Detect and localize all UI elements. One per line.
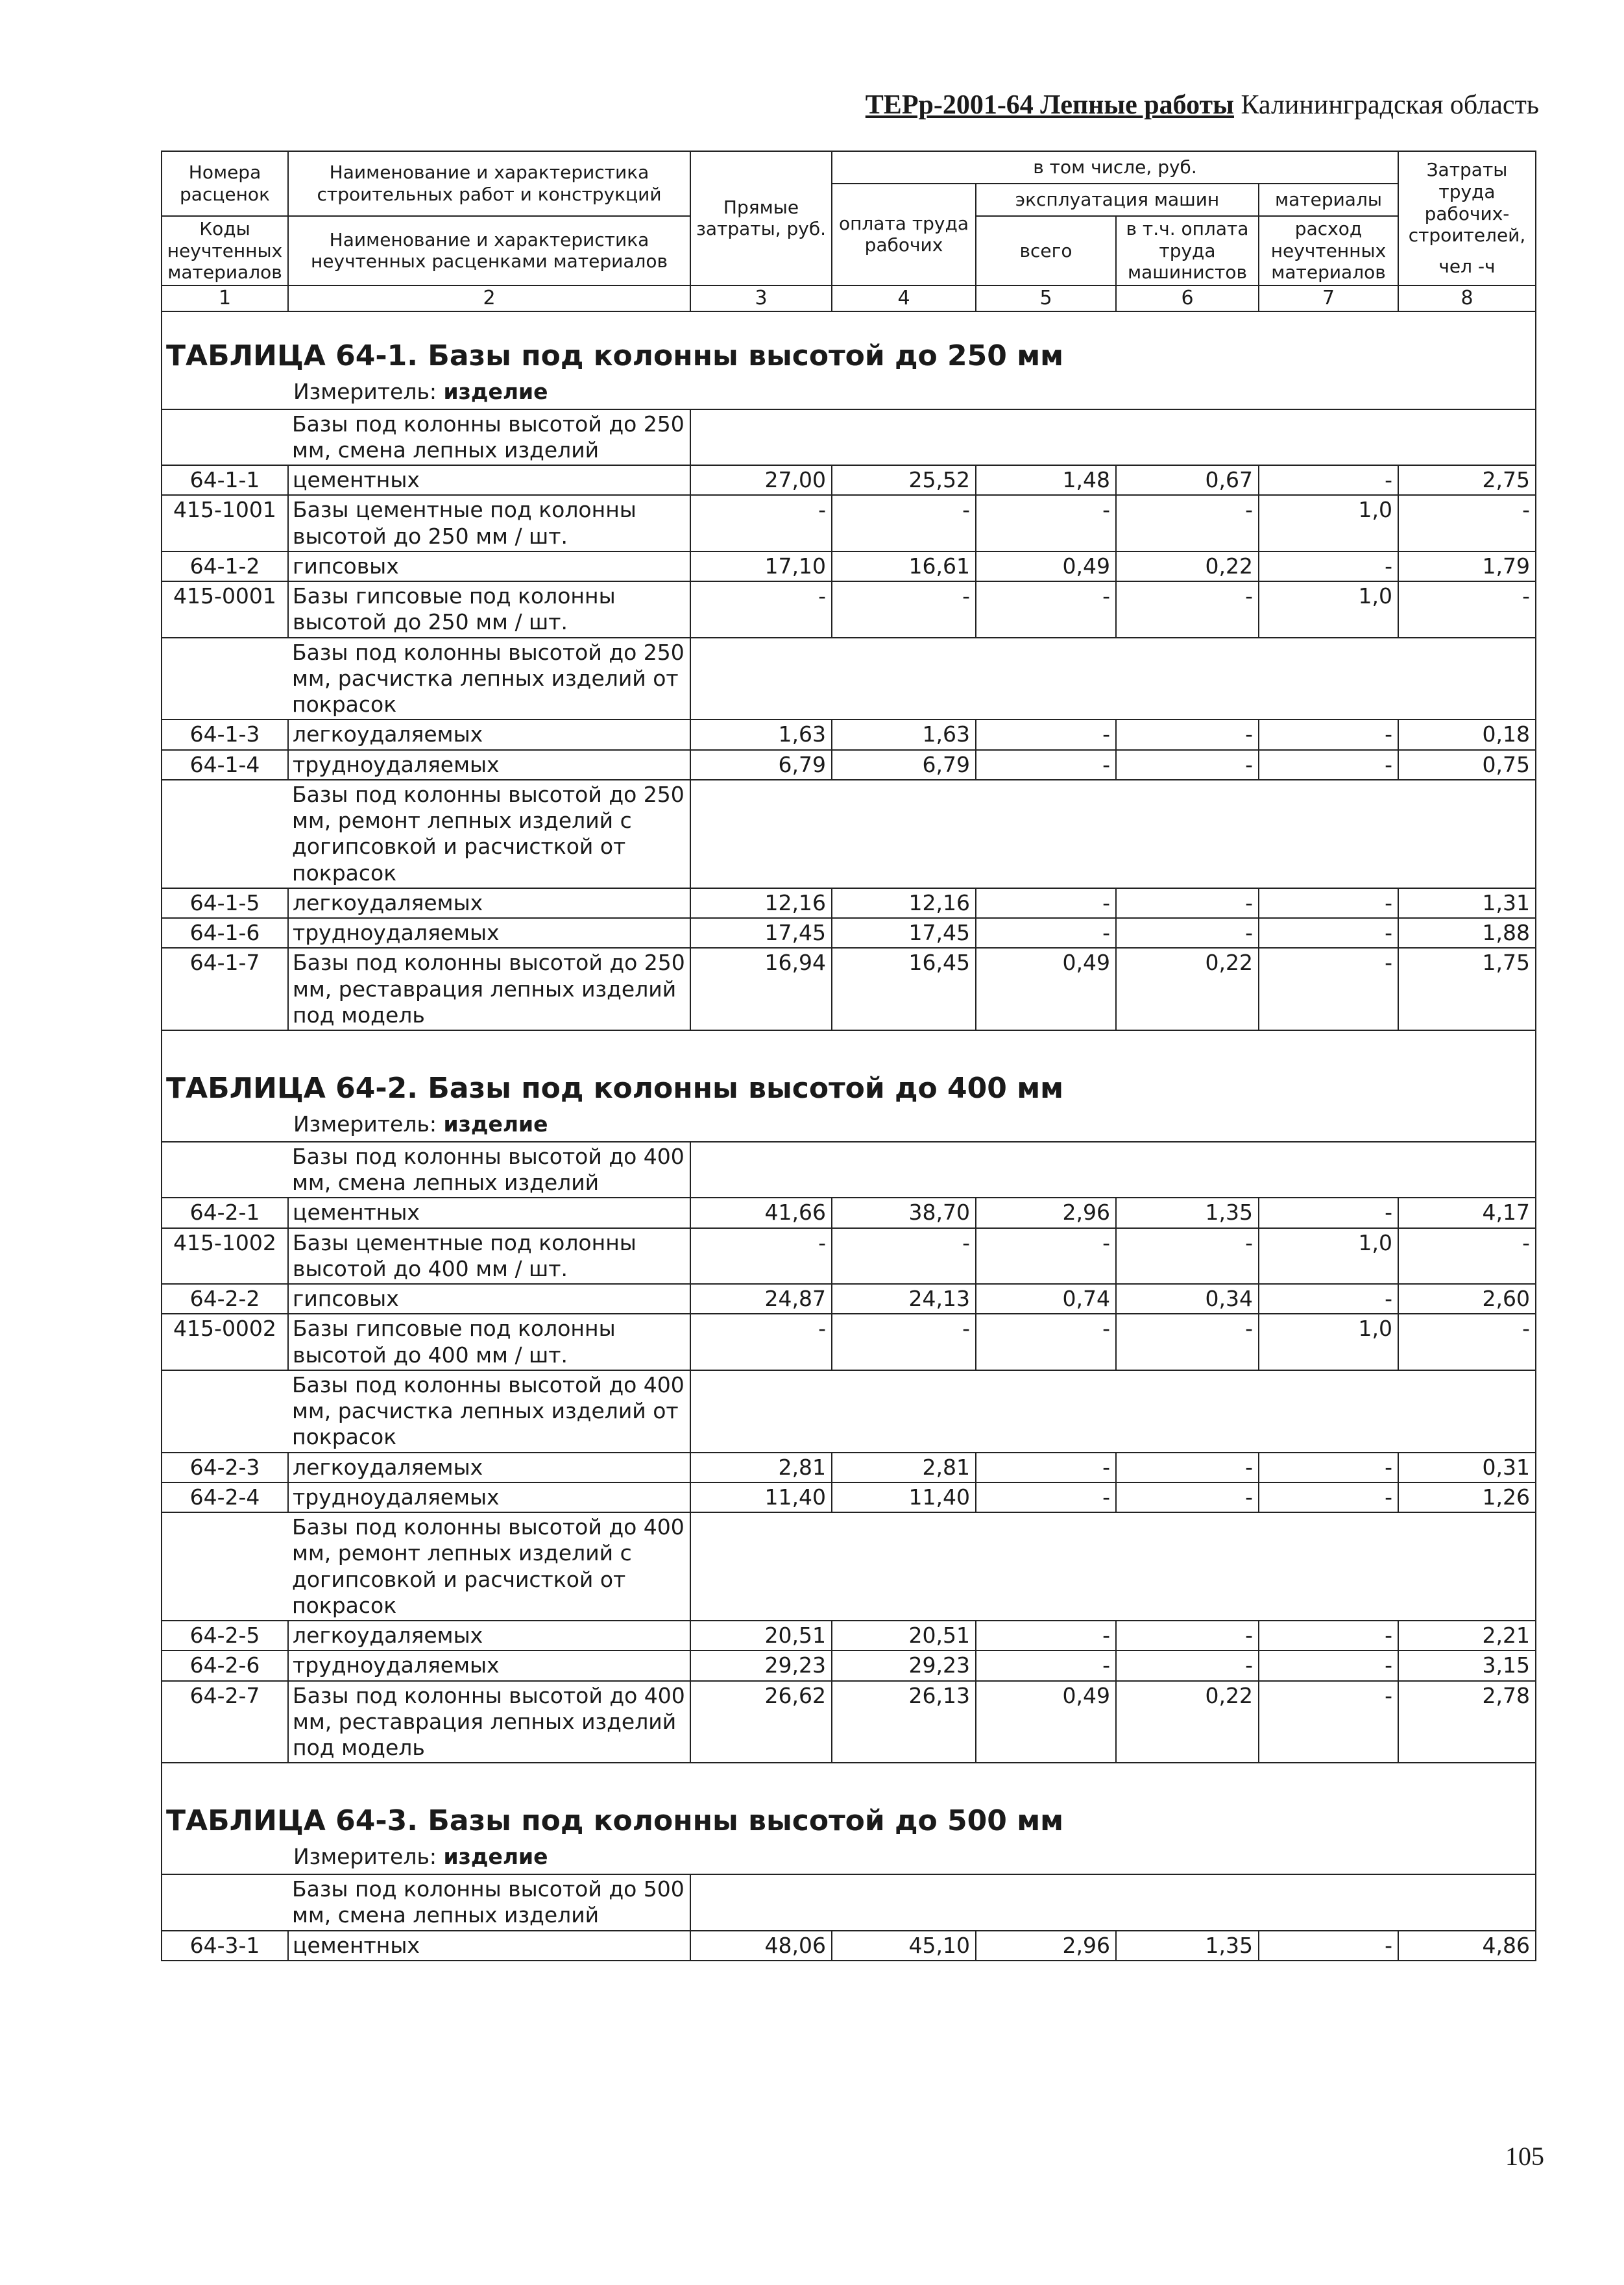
rate-name: Базы цементные под колонны высотой до 250 мм / шт. <box>288 495 690 551</box>
column-number: 8 <box>1398 285 1536 311</box>
table-row <box>162 918 1536 948</box>
rate-name: легкоудаляемых <box>288 888 690 918</box>
value-c6: 0,22 <box>1116 551 1259 581</box>
value-c5: 0,74 <box>976 1284 1116 1314</box>
value-c3: 48,06 <box>690 1931 832 1961</box>
group-blank-cell <box>690 1370 1536 1453</box>
value-c4: 6,79 <box>832 750 976 780</box>
group-blank-cell <box>162 409 288 466</box>
rate-name: трудноудаляемых <box>288 1482 690 1512</box>
table-row <box>162 1453 1536 1482</box>
value-c5: - <box>976 1314 1116 1370</box>
value-c3: 20,51 <box>690 1621 832 1650</box>
meter-row <box>162 1110 1536 1142</box>
table-title-row <box>162 1763 1536 1843</box>
table-row <box>162 1482 1536 1512</box>
value-c6: 0,22 <box>1116 948 1259 1030</box>
meter-cell <box>162 1843 1536 1874</box>
value-c5: 0,49 <box>976 1681 1116 1763</box>
value-c7: - <box>1259 750 1398 780</box>
value-c4: 2,81 <box>832 1453 976 1482</box>
value-c4: 16,45 <box>832 948 976 1030</box>
value-c8: - <box>1398 1314 1536 1370</box>
rate-name: трудноудаляемых <box>288 1650 690 1680</box>
group-blank-cell <box>162 780 288 888</box>
value-c6: - <box>1116 719 1259 749</box>
table-title-row <box>162 298 1536 378</box>
meter-value: изделие <box>443 378 548 404</box>
rate-name: цементных <box>288 1931 690 1961</box>
rate-code: 64-2-3 <box>162 1453 288 1482</box>
rate-code: 415-0001 <box>162 581 288 638</box>
table-row <box>162 888 1536 918</box>
header-worker-pay: оплата труда рабочих <box>832 184 976 285</box>
group-row <box>162 780 1536 888</box>
group-row <box>162 1874 1536 1931</box>
rate-code: 64-2-2 <box>162 1284 288 1314</box>
table-title-row <box>162 1030 1536 1110</box>
rate-code: 64-1-2 <box>162 551 288 581</box>
rate-code: 415-0002 <box>162 1314 288 1370</box>
group-blank-cell <box>690 1512 1536 1621</box>
value-c3: 27,00 <box>690 465 832 495</box>
header-material-codes: Коды неучтенных материалов <box>162 216 288 285</box>
group-name: Базы под колонны высотой до 250 мм, ремонт лепных изделий с догипсовкой и расчисткой от покрасок <box>288 780 690 888</box>
value-c8: 0,31 <box>1398 1453 1536 1482</box>
table-row <box>162 948 1536 1030</box>
rate-name: легкоудаляемых <box>288 719 690 749</box>
value-c3: - <box>690 581 832 638</box>
value-c7: - <box>1259 888 1398 918</box>
rate-name: легкоудаляемых <box>288 1621 690 1650</box>
rate-name: Базы гипсовые под колонны высотой до 250 мм / шт. <box>288 581 690 638</box>
header-labor: Затраты труда рабочих-строителей, <box>1408 159 1526 247</box>
rate-code: 64-1-7 <box>162 948 288 1030</box>
header-materials-use: расход неучтенных материалов <box>1259 216 1398 285</box>
column-number: 7 <box>1259 285 1398 311</box>
value-c5: 0,49 <box>976 948 1116 1030</box>
rate-name: цементных <box>288 1198 690 1227</box>
table-row <box>162 581 1536 638</box>
value-c4: - <box>832 581 976 638</box>
value-c3: - <box>690 495 832 551</box>
rate-name: цементных <box>288 465 690 495</box>
value-c7: 1,0 <box>1259 495 1398 551</box>
value-c8: 1,31 <box>1398 888 1536 918</box>
value-c6: - <box>1116 581 1259 638</box>
rate-name: Базы под колонны высотой до 250 мм, реставрация лепных изделий под модель <box>288 948 690 1030</box>
value-c6: - <box>1116 1314 1259 1370</box>
meter-label: Измеритель: <box>293 1111 437 1137</box>
value-c6: - <box>1116 1650 1259 1680</box>
rate-name: Базы цементные под колонны высотой до 400 мм / шт. <box>288 1228 690 1285</box>
group-row <box>162 1142 1536 1198</box>
rate-code: 415-1001 <box>162 495 288 551</box>
table-row <box>162 1681 1536 1763</box>
group-name: Базы под колонны высотой до 250 мм, смена лепных изделий <box>288 409 690 466</box>
value-c3: 11,40 <box>690 1482 832 1512</box>
table-row <box>162 750 1536 780</box>
column-number: 5 <box>976 285 1116 311</box>
value-c8: - <box>1398 495 1536 551</box>
meter-cell <box>162 378 1536 409</box>
rate-code: 415-1002 <box>162 1228 288 1285</box>
column-number: 2 <box>288 285 690 311</box>
header-material-name: Наименование и характеристика неучтенных расценками материалов <box>288 216 690 285</box>
meter-row <box>162 378 1536 409</box>
value-c7: - <box>1259 465 1398 495</box>
value-c8: 1,88 <box>1398 918 1536 948</box>
rate-code: 64-2-1 <box>162 1198 288 1227</box>
value-c4: 25,52 <box>832 465 976 495</box>
value-c6: - <box>1116 888 1259 918</box>
value-c4: - <box>832 1314 976 1370</box>
rate-name: трудноудаляемых <box>288 750 690 780</box>
page-number: 105 <box>1505 2142 1544 2171</box>
value-c4: 38,70 <box>832 1198 976 1227</box>
value-c8: 0,75 <box>1398 750 1536 780</box>
value-c8: - <box>1398 581 1536 638</box>
column-header-table <box>161 151 1536 312</box>
value-c7: 1,0 <box>1259 1314 1398 1370</box>
value-c8: 2,21 <box>1398 1621 1536 1650</box>
value-c8: - <box>1398 1228 1536 1285</box>
value-c5: 1,48 <box>976 465 1116 495</box>
value-c7: - <box>1259 1650 1398 1680</box>
value-c7: 1,0 <box>1259 1228 1398 1285</box>
value-c8: 0,18 <box>1398 719 1536 749</box>
value-c7: - <box>1259 1284 1398 1314</box>
table-title: ТАБЛИЦА 64-2. Базы под колонны высотой до 400 мм <box>162 1030 1536 1110</box>
value-c3: 17,45 <box>690 918 832 948</box>
value-c5: - <box>976 581 1116 638</box>
rate-code: 64-1-4 <box>162 750 288 780</box>
header-work-name: Наименование и характеристика строительных работ и конструкций <box>288 151 690 216</box>
value-c7: - <box>1259 1482 1398 1512</box>
value-c6: - <box>1116 1453 1259 1482</box>
value-c6: - <box>1116 1228 1259 1285</box>
value-c3: - <box>690 1228 832 1285</box>
group-blank-cell <box>162 1874 288 1931</box>
value-c8: 2,60 <box>1398 1284 1536 1314</box>
meter-label: Измеритель: <box>293 1844 437 1870</box>
group-name: Базы под колонны высотой до 250 мм, расчистка лепных изделий от покрасок <box>288 638 690 720</box>
column-number: 6 <box>1116 285 1259 311</box>
rate-code: 64-1-1 <box>162 465 288 495</box>
value-c7: - <box>1259 1453 1398 1482</box>
header-machines-total: всего <box>976 216 1116 285</box>
group-blank-cell <box>690 409 1536 466</box>
table-row <box>162 1621 1536 1650</box>
value-c3: 12,16 <box>690 888 832 918</box>
group-name: Базы под колонны высотой до 400 мм, расчистка лепных изделий от покрасок <box>288 1370 690 1453</box>
value-c4: 29,23 <box>832 1650 976 1680</box>
header-direct-costs: Прямые затраты, руб. <box>690 151 832 285</box>
value-c8: 1,26 <box>1398 1482 1536 1512</box>
rate-name: Базы гипсовые под колонны высотой до 400 мм / шт. <box>288 1314 690 1370</box>
rate-code: 64-2-5 <box>162 1621 288 1650</box>
group-blank-cell <box>162 1370 288 1453</box>
value-c6: - <box>1116 495 1259 551</box>
value-c7: - <box>1259 1681 1398 1763</box>
value-c8: 4,17 <box>1398 1198 1536 1227</box>
value-c6: 0,22 <box>1116 1681 1259 1763</box>
rate-name: гипсовых <box>288 1284 690 1314</box>
value-c3: 29,23 <box>690 1650 832 1680</box>
group-row <box>162 638 1536 720</box>
value-c8: 2,78 <box>1398 1681 1536 1763</box>
table-title: ТАБЛИЦА 64-3. Базы под колонны высотой до 500 мм <box>162 1763 1536 1843</box>
group-name: Базы под колонны высотой до 400 мм, ремонт лепных изделий с догипсовкой и расчисткой от покрасок <box>288 1512 690 1621</box>
value-c7: - <box>1259 719 1398 749</box>
meter-label: Измеритель: <box>293 378 437 404</box>
rate-code: 64-1-6 <box>162 918 288 948</box>
group-row <box>162 409 1536 466</box>
value-c5: 0,49 <box>976 551 1116 581</box>
value-c8: 3,15 <box>1398 1650 1536 1680</box>
value-c7: 1,0 <box>1259 581 1398 638</box>
value-c3: 24,87 <box>690 1284 832 1314</box>
value-c7: - <box>1259 1931 1398 1961</box>
table-row <box>162 1650 1536 1680</box>
table-row <box>162 1228 1536 1285</box>
column-number: 3 <box>690 285 832 311</box>
meter-cell <box>162 1110 1536 1142</box>
value-c4: 1,63 <box>832 719 976 749</box>
rate-name: Базы под колонны высотой до 400 мм, реставрация лепных изделий под модель <box>288 1681 690 1763</box>
value-c5: - <box>976 719 1116 749</box>
value-c5: - <box>976 750 1116 780</box>
column-number: 1 <box>162 285 288 311</box>
rate-name: легкоудаляемых <box>288 1453 690 1482</box>
header-rate-numbers: Номера расценок <box>162 151 288 216</box>
meter-value: изделие <box>443 1844 548 1870</box>
header-labor-cell <box>1398 151 1536 285</box>
table-row <box>162 719 1536 749</box>
value-c7: - <box>1259 551 1398 581</box>
value-c4: 45,10 <box>832 1931 976 1961</box>
meter-row <box>162 1843 1536 1874</box>
header-machinist-pay: в т.ч. оплата труда машинистов <box>1116 216 1259 285</box>
value-c4: 24,13 <box>832 1284 976 1314</box>
value-c5: - <box>976 1650 1116 1680</box>
rate-code: 64-3-1 <box>162 1931 288 1961</box>
value-c5: 2,96 <box>976 1198 1116 1227</box>
value-c4: - <box>832 495 976 551</box>
group-row <box>162 1512 1536 1621</box>
header-labor-unit: чел -ч <box>1438 255 1496 277</box>
value-c4: 16,61 <box>832 551 976 581</box>
value-c7: - <box>1259 1198 1398 1227</box>
value-c6: 0,67 <box>1116 465 1259 495</box>
header-including: в том числе, руб. <box>832 151 1398 184</box>
value-c5: 2,96 <box>976 1931 1116 1961</box>
rate-name: трудноудаляемых <box>288 918 690 948</box>
value-c7: - <box>1259 1621 1398 1650</box>
region-name: Калининградская область <box>1241 90 1539 120</box>
value-c8: 4,86 <box>1398 1931 1536 1961</box>
group-blank-cell <box>690 780 1536 888</box>
value-c3: 17,10 <box>690 551 832 581</box>
group-row <box>162 1370 1536 1453</box>
value-c6: 1,35 <box>1116 1198 1259 1227</box>
rate-code: 64-2-6 <box>162 1650 288 1680</box>
group-blank-cell <box>162 638 288 720</box>
value-c5: - <box>976 1621 1116 1650</box>
value-c7: - <box>1259 918 1398 948</box>
page-header <box>805 90 1539 121</box>
value-c6: - <box>1116 750 1259 780</box>
header-machines: эксплуатация машин <box>976 184 1259 216</box>
value-c6: 0,34 <box>1116 1284 1259 1314</box>
rate-name: гипсовых <box>288 551 690 581</box>
rate-code: 64-2-7 <box>162 1681 288 1763</box>
value-c4: 11,40 <box>832 1482 976 1512</box>
value-c8: 1,79 <box>1398 551 1536 581</box>
table-title: ТАБЛИЦА 64-1. Базы под колонны высотой до 250 мм <box>162 298 1536 378</box>
value-c5: - <box>976 918 1116 948</box>
document-code: ТЕРр-2001-64 Лепные работы <box>865 90 1234 120</box>
value-c3: 41,66 <box>690 1198 832 1227</box>
group-name: Базы под колонны высотой до 400 мм, смена лепных изделий <box>288 1142 690 1198</box>
value-c8: 1,75 <box>1398 948 1536 1030</box>
rates-table <box>161 298 1536 1961</box>
rate-code: 64-2-4 <box>162 1482 288 1512</box>
value-c5: - <box>976 1482 1116 1512</box>
value-c7: - <box>1259 948 1398 1030</box>
value-c5: - <box>976 495 1116 551</box>
value-c6: - <box>1116 1482 1259 1512</box>
meter-value: изделие <box>443 1111 548 1137</box>
group-blank-cell <box>690 638 1536 720</box>
table-row <box>162 1931 1536 1961</box>
group-blank-cell <box>690 1142 1536 1198</box>
header-materials: материалы <box>1259 184 1398 216</box>
value-c3: 16,94 <box>690 948 832 1030</box>
value-c4: 12,16 <box>832 888 976 918</box>
value-c4: - <box>832 1228 976 1285</box>
table-row <box>162 1314 1536 1370</box>
table-row <box>162 1198 1536 1227</box>
value-c5: - <box>976 888 1116 918</box>
value-c3: - <box>690 1314 832 1370</box>
value-c8: 2,75 <box>1398 465 1536 495</box>
column-number: 4 <box>832 285 976 311</box>
table-row <box>162 1284 1536 1314</box>
value-c3: 6,79 <box>690 750 832 780</box>
value-c4: 20,51 <box>832 1621 976 1650</box>
rate-code: 64-1-3 <box>162 719 288 749</box>
group-name: Базы под колонны высотой до 500 мм, смена лепных изделий <box>288 1874 690 1931</box>
table-row <box>162 465 1536 495</box>
table-row <box>162 551 1536 581</box>
rate-code: 64-1-5 <box>162 888 288 918</box>
value-c6: - <box>1116 1621 1259 1650</box>
value-c5: - <box>976 1453 1116 1482</box>
value-c4: 26,13 <box>832 1681 976 1763</box>
value-c4: 17,45 <box>832 918 976 948</box>
group-blank-cell <box>162 1142 288 1198</box>
group-blank-cell <box>690 1874 1536 1931</box>
value-c6: 1,35 <box>1116 1931 1259 1961</box>
value-c3: 26,62 <box>690 1681 832 1763</box>
value-c6: - <box>1116 918 1259 948</box>
value-c5: - <box>976 1228 1116 1285</box>
group-blank-cell <box>162 1512 288 1621</box>
value-c3: 2,81 <box>690 1453 832 1482</box>
value-c3: 1,63 <box>690 719 832 749</box>
table-row <box>162 495 1536 551</box>
